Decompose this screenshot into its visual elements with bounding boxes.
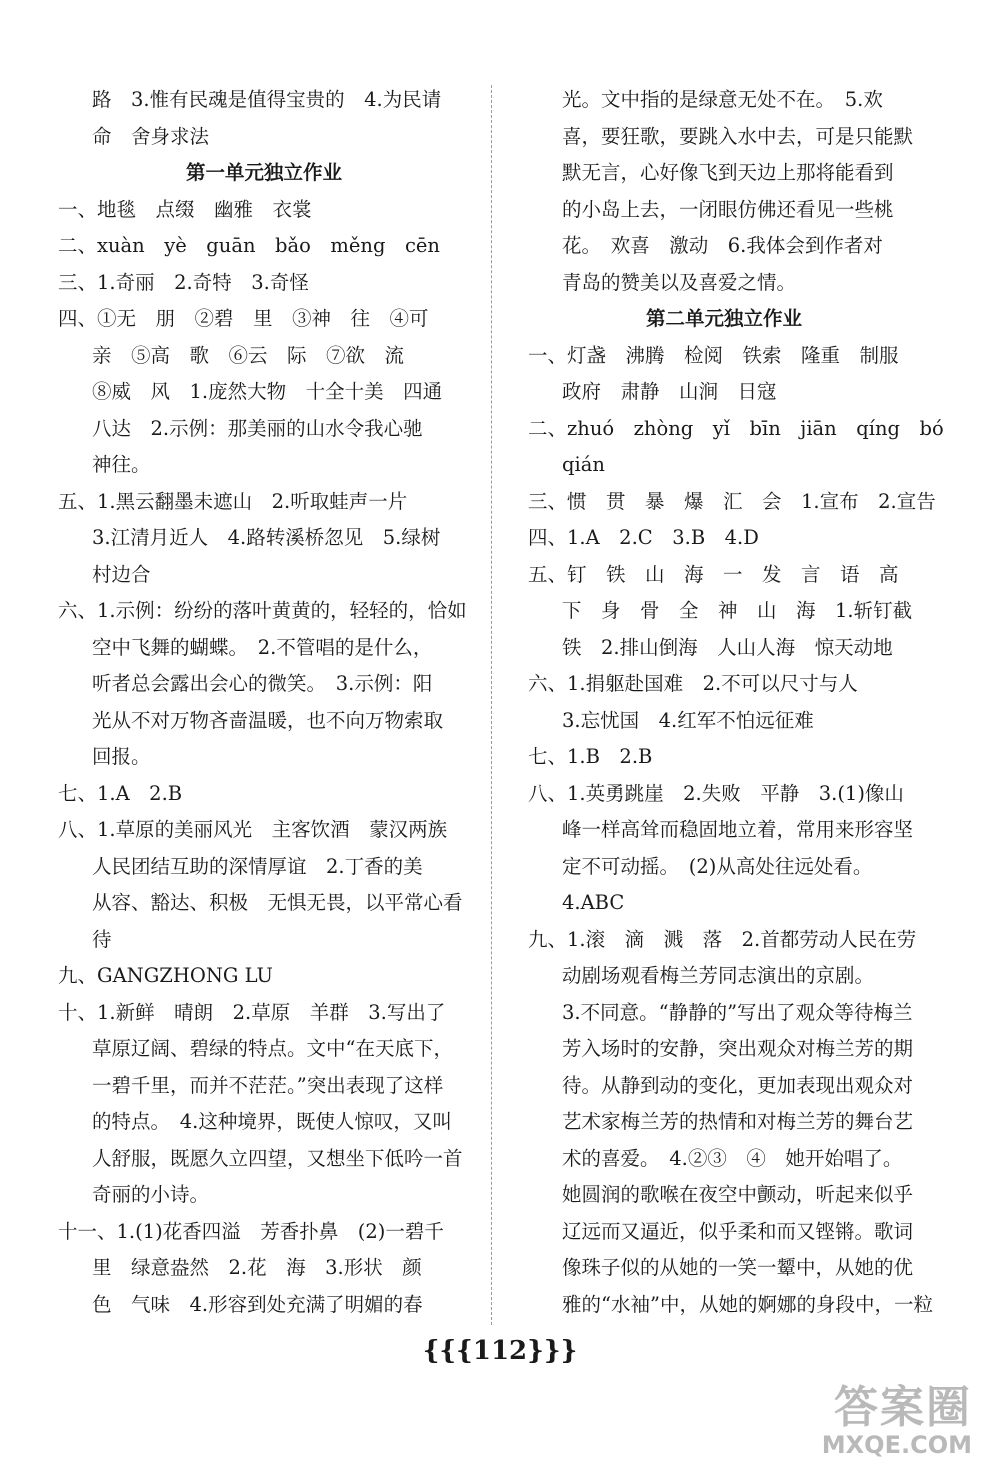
answer-line: 三、1.奇丽 2.奇特 3.奇怪 — [58, 270, 309, 294]
answer-line: 里 绿意盎然 2.花 海 3.形状 颜 — [92, 1256, 422, 1279]
answer-line: 四、1.A 2.C 3.B 4.D — [528, 526, 759, 549]
answer-line: 五、1.黑云翻墨未遮山 2.听取蛙声一片 — [58, 489, 408, 513]
answer-line: 青岛的赞美以及喜爱之情。 — [562, 270, 797, 294]
answer-line: 峰一样高耸而稳固地立着，常用来形容坚 — [562, 818, 914, 841]
answer-line: 一、灯盏 沸腾 检阅 铁索 隆重 制服 — [528, 343, 899, 367]
answer-line: 神往。 — [92, 453, 151, 476]
answer-line: 艺术家梅兰芳的热情和对梅兰芳的舞台艺 — [562, 1110, 914, 1133]
answer-line: 光。文中指的是绿意无处不在。 5.欢 — [562, 88, 883, 111]
answer-line: 她圆润的歌喉在夜空中颤动，听起来似乎 — [562, 1183, 914, 1206]
answer-line: 动剧场观看梅兰芳同志演出的京剧。 — [562, 964, 875, 987]
answer-line: 八、1.草原的美丽风光 主客饮酒 蒙汉两族 — [58, 818, 448, 841]
answer-line: 十、1.新鲜 晴朗 2.草原 羊群 3.写出了 — [58, 1000, 446, 1024]
answer-line: 定不可动摇。 (2)从高处往远处看。 — [562, 854, 873, 878]
answer-line: 九、1.滚 滴 溅 落 2.首都劳动人民在劳 — [528, 927, 917, 951]
answer-line: 3.不同意。“静静的”写出了观众等待梅兰 — [562, 1000, 913, 1024]
answer-line: 一碧千里，而并不茫茫。”突出表现了这样 — [92, 1073, 444, 1097]
answer-line: 喜，要狂歌，要跳入水中去，可是只能默 — [562, 124, 914, 148]
answer-line: 八达 2.示例：那美丽的山水令我心驰 — [92, 416, 423, 440]
answer-line: ⑧威 风 1.庞然大物 十全十美 四通 — [92, 380, 443, 403]
answer-line: 九、GANGZHONG LU — [58, 964, 273, 987]
answer-line: 亲 ⑤高 歌 ⑥云 际 ⑦欲 流 — [92, 343, 405, 367]
answer-line: 3.忘忧国 4.红军不怕远征难 — [562, 708, 814, 732]
answer-line: 下 身 骨 全 神 山 海 1.斩钉截 — [562, 599, 913, 622]
answer-line: 的特点。 4.这种境界，既使人惊叹，又叫 — [92, 1110, 452, 1133]
column-divider — [491, 85, 492, 1325]
watermark — [762, 1384, 972, 1458]
answer-line: 五、钉 铁 山 海 一 发 言 语 高 — [528, 562, 899, 586]
answer-line: 草原辽阔、碧绿的特点。文中“在天底下， — [92, 1037, 453, 1060]
left-column — [58, 82, 470, 1323]
answer-line: 从容、豁达、积极 无惧无畏，以平常心看 — [92, 891, 463, 914]
answer-line: 花。 欢喜 激动 6.我体会到作者对 — [562, 234, 883, 257]
answer-line: 人民团结互助的深情厚谊 2.丁香的美 — [92, 854, 423, 878]
answer-line: 色 气味 4.形容到处充满了明媚的春 — [92, 1292, 423, 1316]
answer-line: 听者总会露出会心的微笑。 3.示例：阳 — [92, 672, 433, 695]
answer-line: 六、1.捐躯赴国难 2.不可以尺寸与人 — [528, 672, 858, 695]
answer-line: 默无言，心好像飞到天边上那将能看到 — [562, 161, 894, 184]
answer-line: 路 3.惟有民魂是值得宝贵的 4.为民请 — [92, 88, 442, 111]
answer-line: 二、xuàn yè guān bǎo měng cēn — [58, 234, 440, 257]
answer-line: 辽远而又逼近，似乎柔和而又铿锵。歌词 — [562, 1219, 914, 1243]
answer-line: 奇丽的小诗。 — [92, 1183, 210, 1206]
answer-line: 七、1.A 2.B — [58, 781, 183, 805]
section-heading: 第二单元独立作业 — [645, 307, 802, 330]
answer-line: 十一、1.(1)花香四溢 芳香扑鼻 (2)一碧千 — [58, 1219, 444, 1243]
answer-line: 雅的“水袖”中，从她的婀娜的身段中，一粒 — [562, 1292, 933, 1316]
section-heading: 第一单元独立作业 — [185, 161, 342, 184]
answer-line: 人舒服，既愿久立四望，又想坐下低吟一首 — [92, 1146, 463, 1170]
answer-line: 命 舍身求法 — [92, 124, 210, 148]
page-number: {{{112}}} — [422, 1336, 578, 1366]
answer-line: 三、惯 贯 暴 爆 汇 会 1.宣布 2.宣告 — [528, 489, 936, 513]
answer-line: 4.ABC — [562, 891, 625, 914]
answer-line: 待 — [92, 927, 112, 951]
watermark-brand: 答案圈 — [834, 1382, 972, 1433]
answer-line: 一、地毯 点缀 幽雅 衣裳 — [58, 197, 312, 221]
right-column — [528, 82, 944, 1323]
answer-line: 的小岛上去，一闭眼仿佛还看见一些桃 — [562, 197, 894, 221]
answer-line: 七、1.B 2.B — [528, 745, 653, 768]
answer-line: 村边合 — [92, 562, 151, 586]
answer-line: 铁 2.排山倒海 人山人海 惊天动地 — [562, 635, 893, 659]
answer-line: 像珠子似的从她的一笑一颦中，从她的优 — [562, 1256, 914, 1279]
answer-line: 待。从静到动的变化，更加表现出观众对 — [562, 1073, 914, 1097]
answer-line: qián — [562, 453, 605, 476]
watermark-url: MXQE.COM — [821, 1431, 972, 1459]
answer-line: 四、①无 朋 ②碧 里 ③神 往 ④可 — [58, 307, 429, 330]
answer-line: 政府 肃静 山涧 日寇 — [562, 380, 777, 403]
answer-line: 空中飞舞的蝴蝶。 2.不管唱的是什么， — [92, 635, 433, 659]
answer-line: 回报。 — [92, 745, 151, 768]
answer-line: 术的喜爱。 4.②③ ④ 她开始唱了。 — [562, 1146, 903, 1170]
answer-line: 六、1.示例：纷纷的落叶黄黄的，轻轻的，恰如 — [58, 599, 467, 622]
answer-line: 3.江清月近人 4.路转溪桥忽见 5.绿树 — [92, 526, 441, 549]
answer-line: 八、1.英勇跳崖 2.失败 平静 3.(1)像山 — [528, 781, 904, 805]
answer-line: 二、zhuó zhòng yǐ bīn jiān qíng bó — [528, 416, 944, 440]
answer-line: 芳入场时的安静，突出观众对梅兰芳的期 — [562, 1037, 914, 1060]
answer-line: 光从不对万物吝啬温暖，也不向万物索取 — [92, 708, 444, 732]
